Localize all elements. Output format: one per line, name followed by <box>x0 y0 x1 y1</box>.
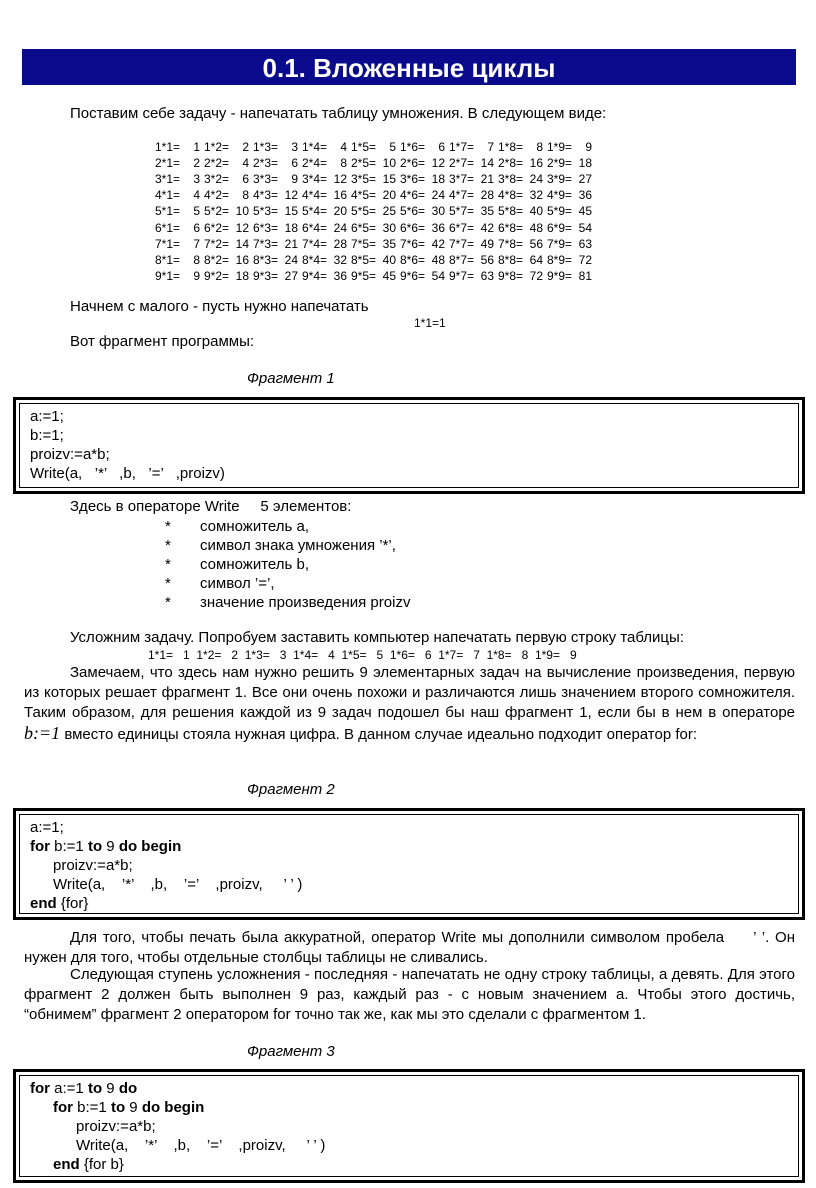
table-cell-result: 21 <box>284 236 298 251</box>
table-cell-expression: 2*3= <box>253 156 279 171</box>
table-cell-result: 12 <box>431 156 445 171</box>
code-line: for b:=1 to 9 do begin <box>53 1099 205 1116</box>
table-cell-result: 35 <box>382 236 396 251</box>
table-cell-result: 28 <box>480 188 494 203</box>
table-cell-expression: 9*5= <box>351 268 377 283</box>
fragment2-code <box>20 815 798 916</box>
bullet-list <box>165 517 410 612</box>
table-cell-result: 56 <box>529 236 543 251</box>
table-cell-expression: 9*7= <box>449 268 475 283</box>
table-cell-result: 32 <box>333 252 347 267</box>
table-cell-expression: 2*6= <box>400 156 426 171</box>
table-cell-expression: 8*4= <box>302 252 328 267</box>
table-cell-result: 18 <box>578 156 592 171</box>
list-item: * сомножитель а, <box>165 518 309 535</box>
code-line: for a:=1 to 9 do <box>30 1080 138 1097</box>
table-cell-result: 2 <box>193 156 200 171</box>
table-cell-result: 6 <box>438 140 445 155</box>
fragment3-code-box <box>13 1069 805 1183</box>
fragment2-code-box <box>13 808 805 920</box>
table-cell-result: 14 <box>235 236 249 251</box>
table-cell-result: 36 <box>578 188 592 203</box>
table-cell-expression: 4*7= <box>449 188 475 203</box>
fragment1-code-box <box>13 397 805 494</box>
table-cell-expression: 7*6= <box>400 236 426 251</box>
table-cell-result: 15 <box>284 204 298 219</box>
table-cell-expression: 7*7= <box>449 236 475 251</box>
table-cell-result: 6 <box>193 220 200 235</box>
table-cell-result: 5 <box>389 140 396 155</box>
table-cell-expression: 8*5= <box>351 252 377 267</box>
table-cell-result: 10 <box>235 204 249 219</box>
table-cell-result: 15 <box>382 172 396 187</box>
table-cell-result: 20 <box>382 188 396 203</box>
table-cell-expression: 1*6= <box>400 140 426 155</box>
table-row <box>155 268 596 284</box>
table-cell-result: 12 <box>235 220 249 235</box>
table-cell-expression: 6*2= <box>204 220 230 235</box>
table-cell-expression: 8*7= <box>449 252 475 267</box>
table-cell-result: 21 <box>480 172 494 187</box>
table-cell-result: 27 <box>578 172 592 187</box>
code-line: Write(a, ’*’ ,b, ’=’ ,proizv, ’ ’ ) <box>53 876 303 893</box>
page-title: 0.1. Вложенные циклы <box>22 49 796 85</box>
table-cell-expression: 4*4= <box>302 188 328 203</box>
table-cell-expression: 5*5= <box>351 204 377 219</box>
table-cell-result: 24 <box>333 220 347 235</box>
table-cell-result: 3 <box>193 172 200 187</box>
table-cell-expression: 6*8= <box>498 220 524 235</box>
table-cell-result: 16 <box>529 156 543 171</box>
table-cell-result: 5 <box>193 204 200 219</box>
table-cell-result: 10 <box>382 156 396 171</box>
table-cell-result: 6 <box>242 172 249 187</box>
notice-paragraph: Замечаем, что здесь нам нужно решить 9 элементарных задач на вычисление произведения, первую из которых решает фрагмент 1. Все они очень похожи и различаются лишь значением второго сомножителя. Таким образом, для решения каждой из 9 задач подошел бы наш фрагмент 1, если бы в нем в операторе b:=1 вместо единицы стояла нужная цифра. В данном случае идеально подходит оператор for: <box>24 664 795 743</box>
table-cell-result: 4 <box>193 188 200 203</box>
table-cell-result: 12 <box>284 188 298 203</box>
table-cell-result: 3 <box>291 140 298 155</box>
table-cell-result: 9 <box>585 140 592 155</box>
table-cell-result: 16 <box>333 188 347 203</box>
table-cell-expression: 2*1= <box>155 156 181 171</box>
table-row <box>155 203 596 219</box>
table-cell-result: 54 <box>431 268 445 283</box>
table-cell-expression: 8*6= <box>400 252 426 267</box>
table-cell-expression: 1*5= <box>351 140 377 155</box>
table-cell-result: 40 <box>529 204 543 219</box>
table-cell-result: 63 <box>578 236 592 251</box>
table-cell-expression: 1*9= <box>547 140 573 155</box>
keyword: do <box>118 1080 138 1097</box>
table-cell-expression: 3*8= <box>498 172 524 187</box>
table-cell-result: 9 <box>291 172 298 187</box>
table-cell-expression: 5*2= <box>204 204 230 219</box>
table-cell-result: 25 <box>382 204 396 219</box>
table-cell-expression: 6*9= <box>547 220 573 235</box>
table-cell-expression: 3*5= <box>351 172 377 187</box>
table-cell-result: 4 <box>242 156 249 171</box>
keyword: to <box>110 1099 126 1116</box>
table-cell-expression: 6*4= <box>302 220 328 235</box>
table-cell-result: 8 <box>193 252 200 267</box>
table-cell-result: 27 <box>284 268 298 283</box>
table-cell-result: 49 <box>480 236 494 251</box>
code-line: b:=1; <box>30 427 64 444</box>
table-cell-result: 48 <box>431 252 445 267</box>
bullet-star: * <box>165 575 171 592</box>
fragment2-title: Фрагмент 2 <box>247 781 335 798</box>
table-cell-result: 56 <box>480 252 494 267</box>
table-cell-result: 72 <box>578 252 592 267</box>
table-cell-expression: 4*8= <box>498 188 524 203</box>
table-cell-result: 81 <box>578 268 592 283</box>
code-line: a:=1; <box>30 408 64 425</box>
first-row-output: 1*1= 1 1*2= 2 1*3= 3 1*4= 4 1*5= 5 1*6= 6 1*7= 7 1*8= 8 1*9= 9 <box>148 648 577 662</box>
table-cell-expression: 1*3= <box>253 140 279 155</box>
table-cell-result: 48 <box>529 220 543 235</box>
table-row <box>155 187 596 203</box>
table-cell-expression: 9*9= <box>547 268 573 283</box>
list-item: * сомножитель b, <box>165 556 309 573</box>
keyword: to <box>87 838 103 855</box>
table-cell-result: 72 <box>529 268 543 283</box>
table-cell-result: 28 <box>333 236 347 251</box>
table-cell-result: 8 <box>536 140 543 155</box>
bullet-star: * <box>165 537 171 554</box>
table-row <box>155 139 596 155</box>
table-cell-result: 45 <box>578 204 592 219</box>
table-cell-expression: 2*7= <box>449 156 475 171</box>
table-cell-result: 64 <box>529 252 543 267</box>
table-cell-expression: 7*8= <box>498 236 524 251</box>
table-cell-result: 9 <box>193 268 200 283</box>
keyword: do begin <box>118 838 182 855</box>
table-cell-result: 24 <box>431 188 445 203</box>
fragment1-code <box>20 404 798 486</box>
table-cell-result: 16 <box>235 252 249 267</box>
table-cell-expression: 3*6= <box>400 172 426 187</box>
table-cell-expression: 1*1= <box>155 140 181 155</box>
table-cell-expression: 6*3= <box>253 220 279 235</box>
table-cell-expression: 5*3= <box>253 204 279 219</box>
bullet-star: * <box>165 594 171 611</box>
table-cell-expression: 2*4= <box>302 156 328 171</box>
table-cell-expression: 9*3= <box>253 268 279 283</box>
table-cell-result: 24 <box>284 252 298 267</box>
table-cell-expression: 3*2= <box>204 172 230 187</box>
table-cell-expression: 3*9= <box>547 172 573 187</box>
code-line: end {for} <box>30 895 89 912</box>
table-cell-result: 18 <box>284 220 298 235</box>
table-row <box>155 155 596 171</box>
math-expression: b:=1 <box>24 723 61 743</box>
table-cell-result: 6 <box>291 156 298 171</box>
table-cell-result: 14 <box>480 156 494 171</box>
table-cell-expression: 7*4= <box>302 236 328 251</box>
table-cell-expression: 1*2= <box>204 140 230 155</box>
table-cell-result: 63 <box>480 268 494 283</box>
table-cell-result: 32 <box>529 188 543 203</box>
table-cell-result: 20 <box>333 204 347 219</box>
fragment-intro-text: Вот фрагмент программы: <box>70 333 255 350</box>
neat-paragraph: Для того, чтобы печать была аккуратной, оператор Write мы дополнили символом пробела ’ ’. Он нужен для того, чтобы отдельные столбцы таблицы не сливались. <box>24 929 800 966</box>
table-cell-expression: 9*4= <box>302 268 328 283</box>
table-cell-expression: 2*2= <box>204 156 230 171</box>
table-cell-expression: 3*7= <box>449 172 475 187</box>
multiplication-table <box>155 139 596 284</box>
table-cell-expression: 1*4= <box>302 140 328 155</box>
code-line: Write(a, ’*’ ,b, ’=’ ,proizv) <box>30 465 225 482</box>
code-line: a:=1; <box>30 819 64 836</box>
code-line: proizv:=a*b; <box>30 446 110 463</box>
table-cell-expression: 2*5= <box>351 156 377 171</box>
table-cell-expression: 8*8= <box>498 252 524 267</box>
fragment1-title: Фрагмент 1 <box>247 370 335 387</box>
table-cell-expression: 9*6= <box>400 268 426 283</box>
table-cell-result: 7 <box>193 236 200 251</box>
code-line: for b:=1 to 9 do begin <box>30 838 182 855</box>
table-cell-result: 24 <box>529 172 543 187</box>
code-line: Write(a, ’*’ ,b, ’=’ ,proizv, ’ ’ ) <box>76 1137 326 1154</box>
table-cell-expression: 7*2= <box>204 236 230 251</box>
fragment3-title: Фрагмент 3 <box>247 1043 335 1060</box>
table-cell-expression: 5*8= <box>498 204 524 219</box>
table-cell-expression: 3*1= <box>155 172 181 187</box>
next-paragraph: Следующая ступень усложнения - последняя - напечатать не одну строку таблицы, а девять. Для этого фрагмент 2 должен быть выполнен 9 раз, каждый раз - с новым значением а. Чтобы этого достичь, “обнимем” фрагмент 2 оператором for точно так же, как мы это сделали с фрагментом 1. <box>24 966 795 1023</box>
table-cell-result: 40 <box>382 252 396 267</box>
intro-text: Поставим себе задачу - напечатать таблицу умножения. В следующем виде: <box>70 105 607 122</box>
table-cell-expression: 6*1= <box>155 220 181 235</box>
table-cell-result: 30 <box>382 220 396 235</box>
bullet-star: * <box>165 556 171 573</box>
table-cell-result: 54 <box>578 220 592 235</box>
bullet-star: * <box>165 518 171 535</box>
list-item: * символ ’=’, <box>165 575 275 592</box>
table-cell-expression: 8*9= <box>547 252 573 267</box>
keyword: end <box>30 895 57 912</box>
table-row <box>155 252 596 268</box>
table-cell-expression: 3*4= <box>302 172 328 187</box>
table-cell-result: 8 <box>242 188 249 203</box>
table-cell-expression: 2*9= <box>547 156 573 171</box>
table-cell-result: 18 <box>235 268 249 283</box>
table-cell-expression: 7*5= <box>351 236 377 251</box>
table-cell-expression: 4*2= <box>204 188 230 203</box>
table-cell-result: 36 <box>333 268 347 283</box>
table-cell-expression: 5*4= <box>302 204 328 219</box>
keyword: for <box>30 1080 50 1097</box>
fragment3-code <box>20 1076 798 1177</box>
table-cell-expression: 6*7= <box>449 220 475 235</box>
table-cell-result: 45 <box>382 268 396 283</box>
table-cell-result: 18 <box>431 172 445 187</box>
table-cell-expression: 7*3= <box>253 236 279 251</box>
table-cell-result: 8 <box>340 156 347 171</box>
keyword: end <box>53 1156 80 1173</box>
write-intro-text: Здесь в операторе Write 5 элементов: <box>70 498 352 515</box>
table-cell-expression: 8*1= <box>155 252 181 267</box>
table-cell-expression: 5*6= <box>400 204 426 219</box>
complicate-text: Усложним задачу. Попробуем заставить компьютер напечатать первую строку таблицы: <box>70 629 684 646</box>
table-cell-result: 4 <box>340 140 347 155</box>
table-cell-expression: 6*6= <box>400 220 426 235</box>
example-output: 1*1=1 <box>414 316 446 330</box>
table-cell-expression: 9*2= <box>204 268 230 283</box>
table-cell-expression: 8*3= <box>253 252 279 267</box>
table-cell-expression: 9*1= <box>155 268 181 283</box>
code-line: proizv:=a*b; <box>53 857 133 874</box>
code-line: proizv:=a*b; <box>76 1118 156 1135</box>
table-cell-result: 42 <box>480 220 494 235</box>
table-cell-expression: 6*5= <box>351 220 377 235</box>
table-cell-expression: 4*3= <box>253 188 279 203</box>
table-cell-expression: 4*5= <box>351 188 377 203</box>
table-cell-expression: 3*3= <box>253 172 279 187</box>
table-cell-result: 2 <box>242 140 249 155</box>
table-cell-expression: 4*9= <box>547 188 573 203</box>
table-cell-expression: 2*8= <box>498 156 524 171</box>
table-cell-result: 35 <box>480 204 494 219</box>
keyword: do begin <box>141 1099 205 1116</box>
table-cell-expression: 5*9= <box>547 204 573 219</box>
table-cell-expression: 4*6= <box>400 188 426 203</box>
code-line: end {for b} <box>53 1156 124 1173</box>
table-cell-expression: 5*1= <box>155 204 181 219</box>
table-cell-expression: 7*9= <box>547 236 573 251</box>
table-cell-result: 12 <box>333 172 347 187</box>
table-cell-expression: 5*7= <box>449 204 475 219</box>
table-cell-expression: 1*8= <box>498 140 524 155</box>
table-row <box>155 171 596 187</box>
table-cell-expression: 9*8= <box>498 268 524 283</box>
table-cell-result: 36 <box>431 220 445 235</box>
table-cell-result: 42 <box>431 236 445 251</box>
table-cell-expression: 8*2= <box>204 252 230 267</box>
keyword: for <box>53 1099 73 1116</box>
list-item: * значение произведения proizv <box>165 594 411 611</box>
table-cell-result: 30 <box>431 204 445 219</box>
table-cell-result: 1 <box>193 140 200 155</box>
table-cell-expression: 4*1= <box>155 188 181 203</box>
keyword: to <box>87 1080 103 1097</box>
start-small-text: Начнем с малого - пусть нужно напечатать <box>70 298 369 315</box>
table-cell-result: 7 <box>487 140 494 155</box>
table-row <box>155 219 596 235</box>
keyword: for <box>30 838 50 855</box>
table-cell-expression: 1*7= <box>449 140 475 155</box>
table-cell-expression: 7*1= <box>155 236 181 251</box>
table-row <box>155 236 596 252</box>
list-item: * символ знака умножения ’*’, <box>165 537 396 554</box>
